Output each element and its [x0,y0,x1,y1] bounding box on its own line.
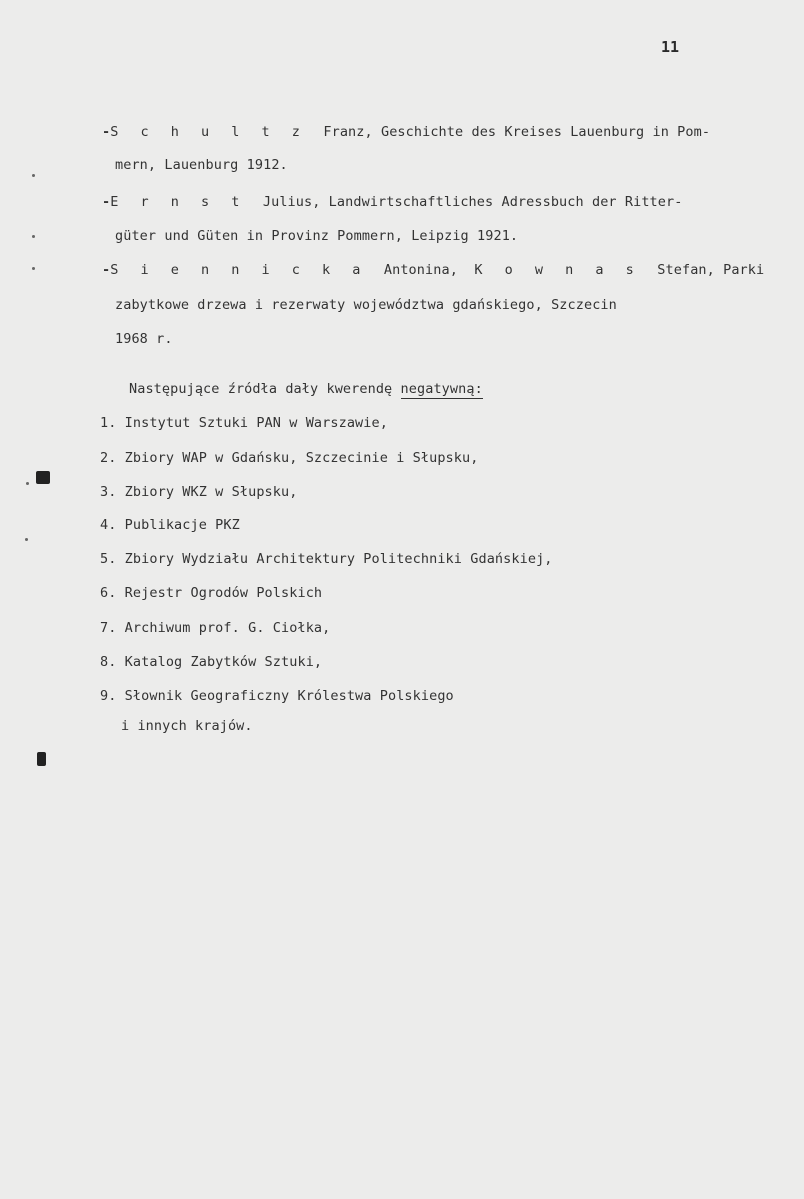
intro-text: Następujące źródła dały kwerendę [129,381,393,397]
bib-entry-3-line-2: zabytkowe drzewa i rezerwaty województwa gdańskiego, Szczecin [115,297,617,313]
page-number: 11 [661,38,680,56]
bib-entry-1-line-1 [102,124,710,140]
bib-coauthor: K o w n a s [474,262,641,278]
bib-text: Stefan, Parki [657,262,765,278]
list-item: 7. Archiwum prof. G. Ciołka, [100,620,331,636]
list-item-continuation: i innych krajów. [121,718,253,734]
list-item: 1. Instytut Sztuki PAN w Warszawie, [100,415,388,431]
intro-emphasis: negatywną: [400,381,483,397]
list-item: 5. Zbiory Wydziału Architektury Politechniki Gdańskiej, [100,551,553,567]
list-item: 4. Publikacje PKZ [100,517,240,533]
list-item: 9. Słownik Geograficzny Królestwa Polskiego [100,688,454,704]
negative-sources-intro [129,381,483,397]
bullet-dash: - [102,194,111,210]
bib-text: Julius, Landwirtschaftliches Adressbuch der Ritter- [262,194,683,210]
bullet-dash: - [102,124,111,140]
bib-author: S c h u l t z [110,124,307,140]
punch-hole-mark [37,752,46,766]
scan-speck [25,538,28,541]
list-item: 2. Zbiory WAP w Gdańsku, Szczecinie i Słupsku, [100,450,479,466]
list-item: 3. Zbiory WKZ w Słupsku, [100,484,298,500]
scan-speck [32,235,35,238]
bib-entry-2-line-1 [102,194,682,210]
bib-author: E r n s t [110,194,247,210]
bib-entry-1-line-2: mern, Lauenburg 1912. [115,157,288,173]
bullet-dash: - [102,262,111,278]
bib-entry-3-line-1 [102,262,764,278]
bib-text: Franz, Geschichte des Kreises Lauenburg in Pom- [323,124,711,140]
bib-author: S i e n n i c k a [110,262,368,278]
scan-speck [32,267,35,270]
bib-text: Antonina, [383,262,458,278]
bib-entry-2-line-2: güter und Güten in Provinz Pommern, Leipzig 1921. [115,228,519,244]
bib-entry-3-line-3: 1968 r. [115,331,173,347]
scan-speck [26,482,29,485]
list-item: 6. Rejestr Ogrodów Polskich [100,585,323,601]
list-item: 8. Katalog Zabytków Sztuki, [100,654,323,670]
punch-hole-mark [36,471,50,484]
scan-speck [32,174,35,177]
